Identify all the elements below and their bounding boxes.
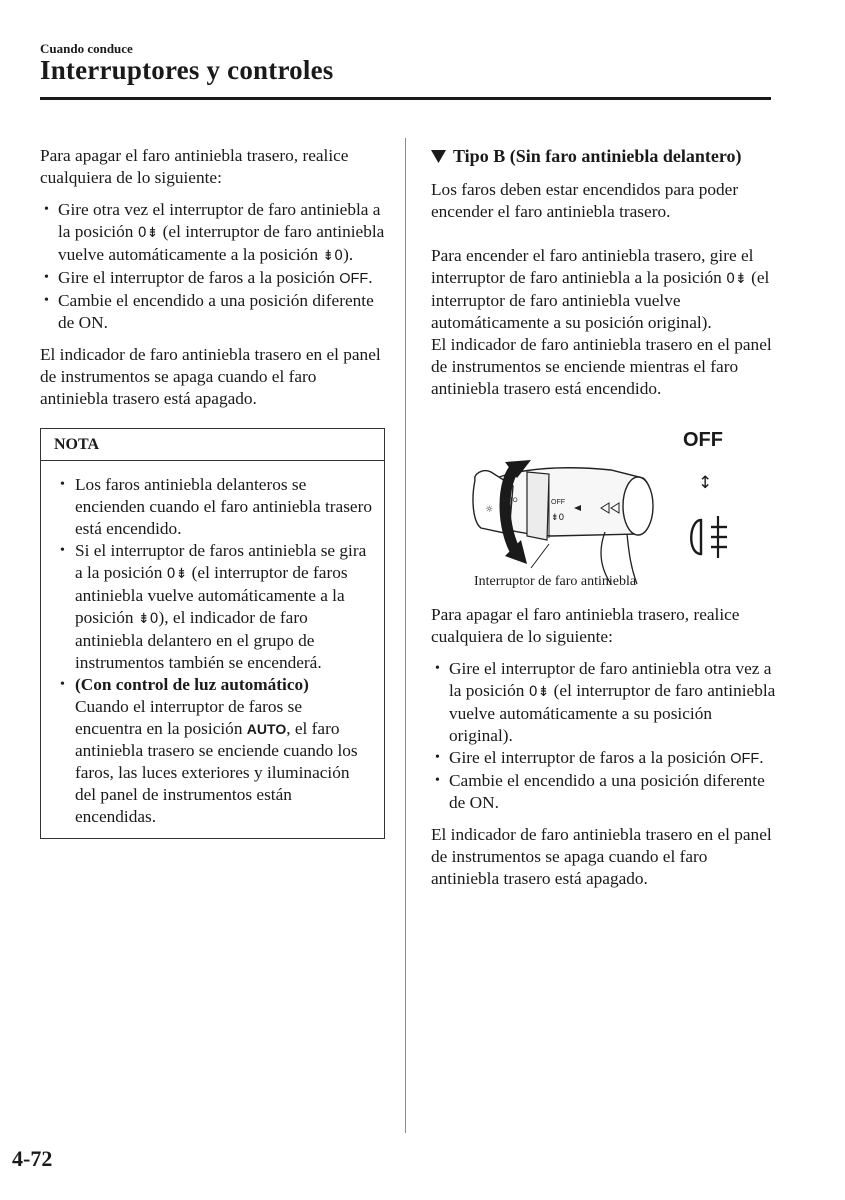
right-paragraph: Para apagar el faro antiniebla trasero, realice cualquiera de lo siguiente: bbox=[431, 605, 740, 646]
left-intro: Para apagar el faro antiniebla trasero, realice cualquiera de lo siguiente: bbox=[40, 146, 349, 187]
page-title: Interruptores y controles bbox=[40, 55, 334, 85]
list-item bbox=[431, 747, 776, 770]
subheading-text: Tipo B (Sin faro antiniebla delantero) bbox=[453, 146, 742, 166]
rear-fog-icon: 0⇟ bbox=[137, 225, 159, 241]
bullet-text: Gire otra vez el interruptor de faro antiniebla a la posición bbox=[58, 200, 381, 241]
paragraph-text: (el interruptor de faro antiniebla vuelve automáticamente a su posición original). bbox=[431, 268, 770, 332]
page-number: 4-72 bbox=[12, 1146, 53, 1171]
bullet-text: ). bbox=[343, 245, 354, 264]
note-text: , el faro antiniebla trasero se enciende cuando los faros, las luces exteriores y iluminación del panel de instrumentos están encendidas. bbox=[75, 719, 358, 826]
list-item bbox=[40, 290, 385, 334]
off-position-label: OFF bbox=[339, 271, 369, 287]
front-fog-icon: ⇟0 bbox=[137, 611, 159, 627]
note-body bbox=[41, 461, 384, 838]
bullet-text: Gire el interruptor de faros a la posición bbox=[449, 748, 726, 767]
list-item bbox=[56, 474, 372, 540]
right-paragraph: Los faros deben estar encendidos para poder encender el faro antiniebla trasero. bbox=[431, 180, 739, 221]
right-paragraph bbox=[431, 245, 776, 334]
bullet-text: . bbox=[759, 748, 764, 767]
right-bullet-list bbox=[431, 658, 776, 814]
figure-caption: Interruptor de faro antiniebla bbox=[474, 574, 637, 589]
left-column bbox=[40, 145, 385, 839]
rear-fog-icon: 0⇟ bbox=[726, 271, 747, 287]
list-item bbox=[431, 770, 776, 814]
auto-position-label: AUTO bbox=[246, 721, 287, 737]
rear-fog-icon: 0⇟ bbox=[528, 684, 550, 700]
note-text: (el interruptor de faros antiniebla vuelve automáticamente a la posición bbox=[75, 563, 348, 627]
note-text: Los faros antiniebla delanteros se encienden cuando el faro antiniebla trasero está encendido. bbox=[75, 475, 372, 538]
left-paragraph: El indicador de faro antiniebla trasero en el panel de instrumentos se apaga cuando el faro antiniebla trasero está apagado. bbox=[40, 345, 381, 408]
note-list bbox=[56, 474, 372, 828]
title-rule bbox=[40, 97, 771, 100]
section-label: Cuando conduce bbox=[40, 41, 133, 56]
column-divider bbox=[405, 138, 406, 1133]
off-label: OFF bbox=[683, 429, 723, 451]
note-bold-text: (Con control de luz automático) bbox=[75, 675, 309, 694]
stalk-auto-text: AUTO bbox=[501, 498, 518, 504]
note-box bbox=[40, 428, 385, 839]
subheading bbox=[431, 145, 776, 167]
left-bullet-list bbox=[40, 199, 385, 334]
note-text: Cuando el interruptor de faros se encuentra en la posición bbox=[75, 697, 302, 738]
front-fog-icon: ⇟0 bbox=[322, 248, 344, 264]
right-paragraph: El indicador de faro antiniebla trasero en el panel de instrumentos se apaga cuando el faro antiniebla trasero está apagado. bbox=[431, 825, 772, 888]
stalk-off-text: OFF bbox=[551, 499, 565, 506]
bullet-text: . bbox=[368, 268, 373, 287]
list-item bbox=[56, 674, 372, 828]
triangle-marker-icon bbox=[431, 150, 446, 163]
list-item bbox=[56, 540, 372, 674]
bullet-text: (el interruptor de faro antiniebla vuelve automáticamente a la posición bbox=[58, 222, 385, 264]
svg-text:☼: ☼ bbox=[485, 505, 494, 515]
paragraph-text: Para encender el faro antiniebla trasero, gire el interruptor de faro antiniebla a la posición bbox=[431, 246, 754, 287]
note-text: Si el interruptor de faros antiniebla se gira a la posición bbox=[75, 541, 367, 582]
bullet-text: (el interruptor de faro antiniebla vuelve automáticamente a su posición original). bbox=[449, 681, 776, 745]
bullet-text: Gire el interruptor de faro antiniebla otra vez a la posición bbox=[449, 659, 772, 700]
list-item bbox=[40, 199, 385, 267]
bullet-text: Cambie el encendido a una posición diferente de ON. bbox=[449, 771, 765, 812]
list-item bbox=[431, 658, 776, 747]
right-paragraph: El indicador de faro antiniebla trasero en el panel de instrumentos se enciende mientras el faro antiniebla trasero está encendido. bbox=[431, 335, 772, 398]
note-title: NOTA bbox=[41, 429, 384, 461]
bullet-text: Gire el interruptor de faros a la posición bbox=[58, 268, 335, 287]
rear-fog-icon: 0⇟ bbox=[166, 566, 188, 582]
bullet-text: Cambie el encendido a una posición diferente de ON. bbox=[58, 291, 374, 332]
off-position-label: OFF bbox=[730, 751, 760, 767]
updown-arrow-icon: ↕ bbox=[698, 473, 713, 493]
svg-text:⇟0: ⇟0 bbox=[551, 513, 565, 523]
note-text: ), el indicador de faro antiniebla delantero en el grupo de instrumentos también se encenderá. bbox=[75, 608, 322, 672]
list-item bbox=[40, 267, 385, 290]
fog-switch-figure bbox=[431, 416, 776, 598]
right-column bbox=[431, 145, 776, 890]
